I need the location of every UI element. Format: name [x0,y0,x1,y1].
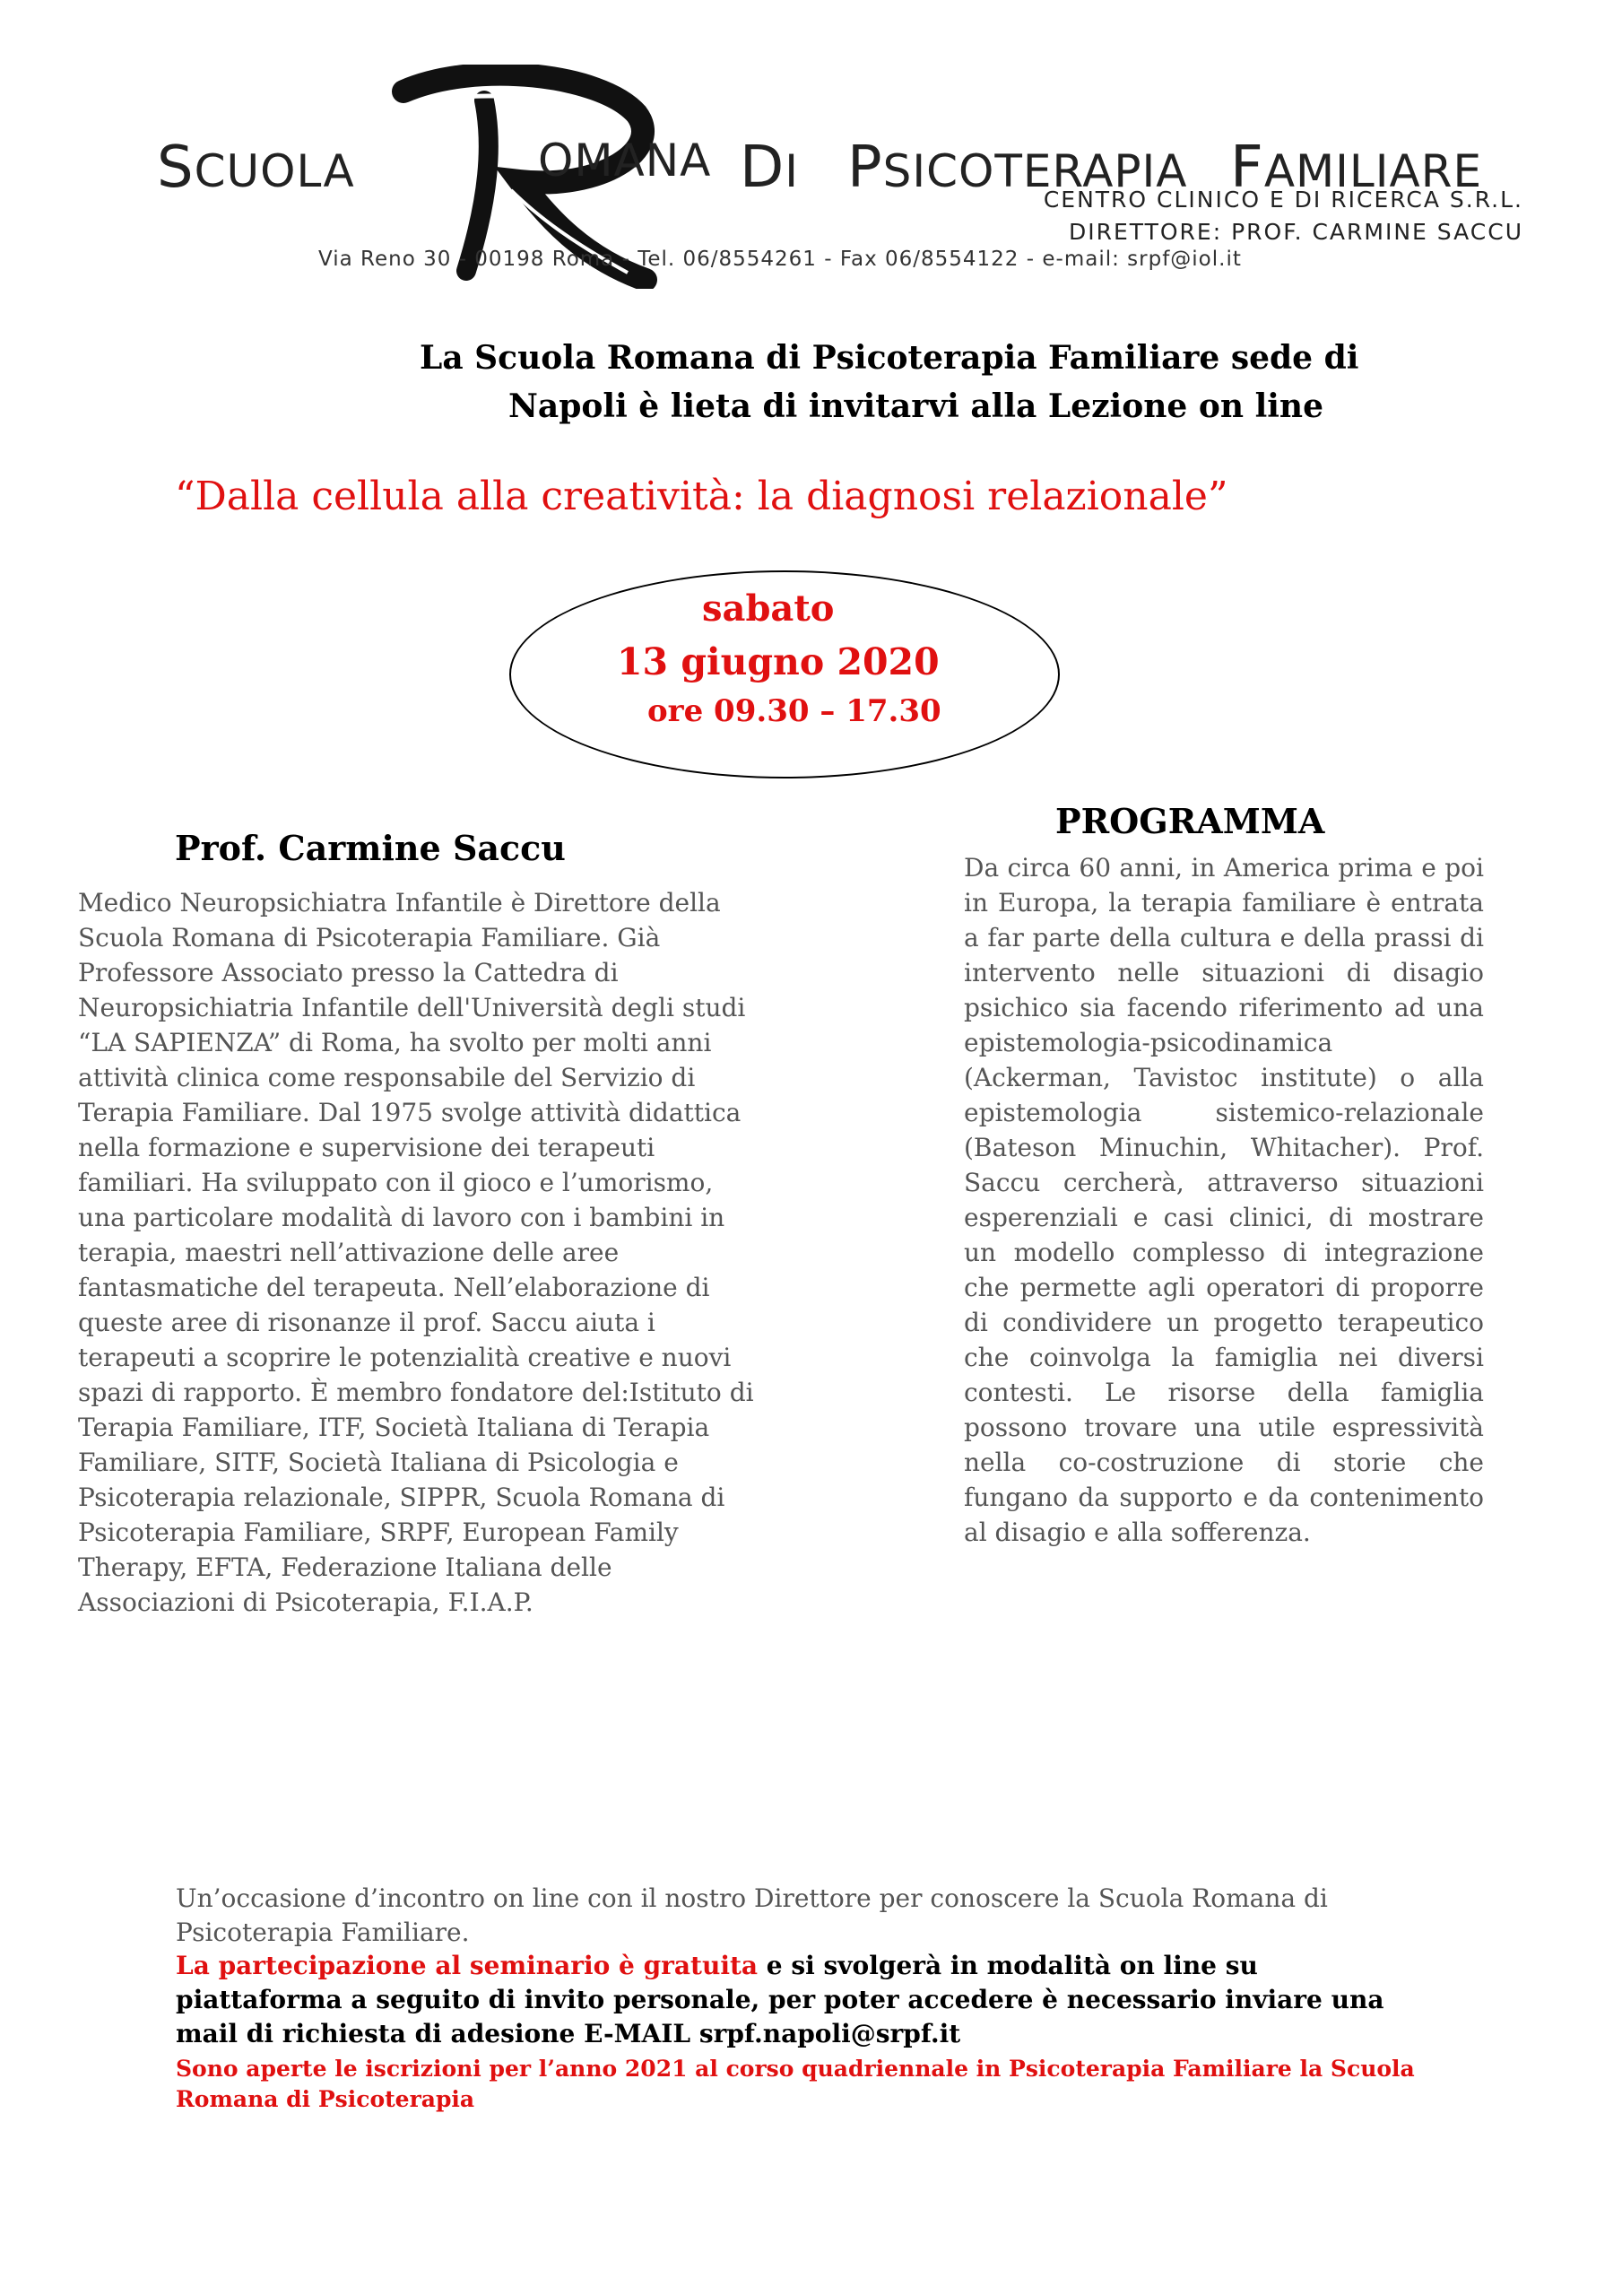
bio-heading: Prof. Carmine Saccu [175,828,566,868]
programma-heading: PROGRAMMA [1055,801,1325,841]
letterhead-di: DI [740,135,800,201]
bio-text: Medico Neuropsichiatra Infantile è Direttore della Scuola Romana di Psicoterapia Familiare. Già Professore Associato presso la Cattedra di Neuropsichiatria Infantile dell'Università degli studi “LA SAPIENZA” di Roma, ha svolto per molti anni attività clinica come responsabile del Servizio di Terapia Familiare. Dal 1975 svolge attività didattica nella formazione e supervisione dei terapeuti familiari. Ha sviluppato con il gioco e l’umorismo, una particolare modalità di lavoro con i bambini in terapia, maestri nell’attivazione delle aree fantasmatiche del terapeuta. Nell’elaborazione di queste aree di risonanze il prof. Saccu aiuta i terapeuti a scoprire le potenzialità creative e nuovi spazi di rapporto. È membro fondatore del:Istituto di Terapia Familiare, ITF, Società Italiana di Terapia Familiare, SITF, Società Italiana di Psicologia e Psicoterapia relazionale, SIPPR, Scuola Romana di Psicoterapia Familiare, SRPF, European Family Therapy, EFTA, Federazione Italiana delle Associazioni di Psicoterapia, F.I.A.P. [78,888,754,1617]
footer-participation-rest: e si svolgerà in modalità on line su piattaforma a seguito di invito personale, per poter accedere è necessario inviare una mail di richiesta di adesione E-MAIL srpf.napoli@srpf.it [176,1951,1384,2048]
programma-text: Da circa 60 anni, in America prima e poi in Europa, la terapia familiare è entrata a far parte della cultura e della prassi di intervento nelle situazioni di disagio psichico sia facendo riferimento ad una epistemologia-psicodinamica (Ackerman, Tavistoc institute) o alla epistemologia sistemico-relazionale (Bateson Minuchin, Whitacher). Prof. Saccu cercherà, attraverso situazioni esperenziali e casi clinici, di mostrare un modello complesso di integrazione che permette agli operatori di proporre di condividere un progetto terapeutico che coinvolga la famiglia nei diversi contesti. Le risorse della famiglia possono trovare una utile espressività nella co-costruzione di storie che fungano da supporto e da contenimento al disagio e alla sofferenza. [964,853,1484,1547]
footer-intro: Un’occasione d’incontro on line con il nostro Direttore per conoscere la Scuola Romana di Psicoterapia Familiare. [176,1883,1328,1947]
event-day: sabato [702,587,835,630]
letterhead-familiare: FAMILIARE [1230,135,1483,201]
event-date: 13 giugno 2020 [617,640,940,683]
footer-participation [176,1949,1431,2051]
event-title: “Dalla cellula alla creatività: la diagnosi relazionale” [175,474,1228,519]
letterhead-scuola: SCUOLA [157,135,355,201]
event-time: ore 09.30 – 17.30 [647,693,941,729]
footer-enrollment: Sono aperte le iscrizioni per l’anno 2021 al corso quadriennale in Psicoterapia Familiare la Scuola Romana di Psicoterapia [176,2056,1415,2112]
intro-line-1: La Scuola Romana di Psicoterapia Familiare sede di [420,339,1359,377]
letterhead-centro: CENTRO CLINICO E DI RICERCA S.R.L. [1043,187,1523,213]
letterhead-address: Via Reno 30 - 00198 Roma - Tel. 06/8554261 - Fax 06/8554122 - e-mail: srpf@iol.it [318,248,1242,271]
letterhead-direttore: DIRETTORE: PROF. CARMINE SACCU [1068,219,1523,245]
intro-line-2: Napoli è lieta di invitarvi alla Lezione on line [508,387,1323,425]
footer-free-notice: La partecipazione al seminario è gratuita [176,1951,759,1980]
letterhead-omana: OMANA [538,135,712,187]
letterhead-psicoterapia: PSICOTERAPIA [847,135,1188,201]
